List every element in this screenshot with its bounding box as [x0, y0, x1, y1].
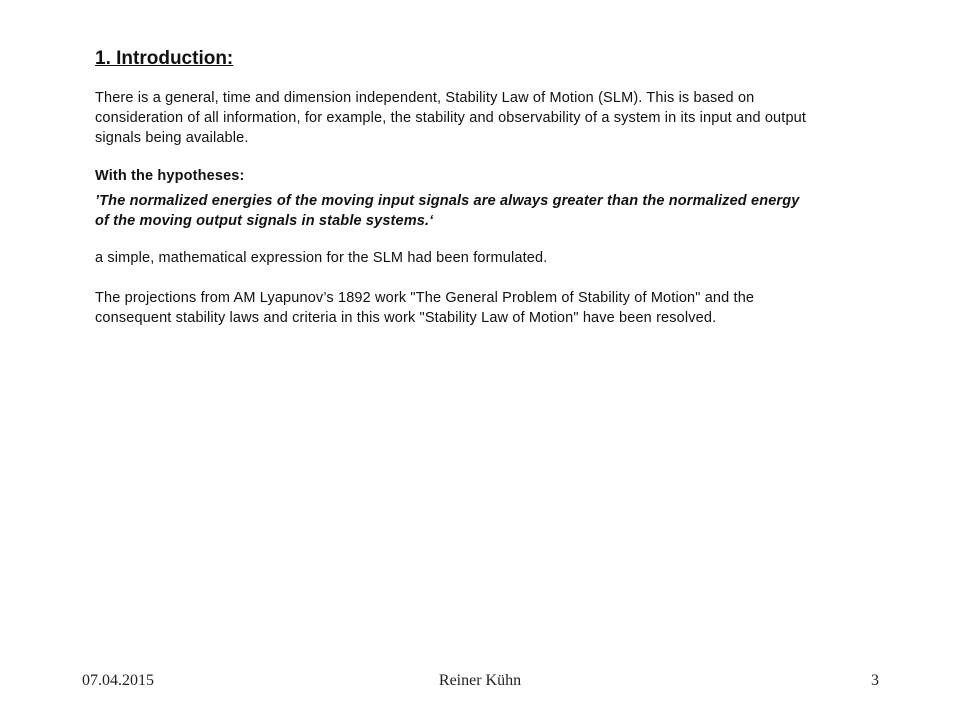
footer-page-number: 3	[871, 672, 879, 689]
slide-footer	[0, 672, 960, 694]
section-title: 1. Introduction:	[95, 48, 234, 69]
footer-author: Reiner Kühn	[438, 672, 522, 689]
formulated-paragraph: a simple, mathematical expression for the SLM had been formulated.	[95, 250, 548, 266]
footer-date: 07.04.2015	[82, 672, 154, 689]
projections-paragraph: The projections from AM Lyapunov’s 1892 work "The General Problem of Stability of Motion" and the consequent stability laws and criteria in this work "Stability Law of Motion" have been resolved.	[95, 290, 755, 326]
slide-content	[95, 46, 815, 328]
hypotheses-heading: With the hypotheses:	[95, 168, 245, 184]
intro-paragraph: There is a general, time and dimension independent, Stability Law of Motion (SLM). This is based on consideration of all information, for example, the stability and observability of a system in its input and output signals being available.	[95, 90, 807, 146]
hypotheses-statement: ’The normalized energies of the moving input signals are always greater than the normalized energy of the moving output signals in stable systems.‘	[95, 193, 800, 229]
